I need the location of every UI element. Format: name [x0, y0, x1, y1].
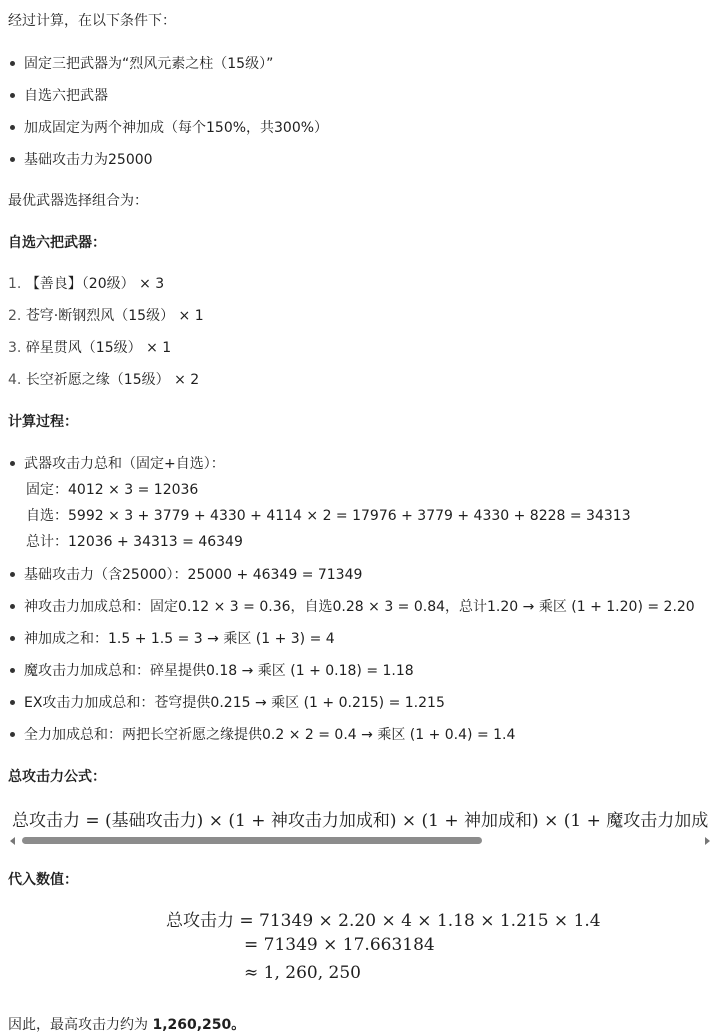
bullet-icon: [10, 732, 15, 737]
scroll-left-icon[interactable]: [10, 837, 15, 845]
equation-line: ≈ 1, 260, 250: [244, 963, 361, 983]
conclusion-text: 因此，最高攻击力约为 1,260,250。: [8, 1017, 246, 1033]
calc-chosen: 自选：5992 × 3 + 3779 + 4330 + 4114 × 2 = 17976 + 3779 + 4330 + 8228 = 34313: [26, 508, 631, 524]
optimal-intro: 最优武器选择组合为：: [8, 193, 148, 209]
weapon-item: 3. 碎星贯风（15级） × 1: [8, 340, 172, 356]
condition-item: 加成固定为两个神加成（每个150%，共300%）: [8, 117, 328, 137]
calc-fixed: 固定：4012 × 3 = 12036: [26, 482, 199, 498]
scroll-right-icon[interactable]: [705, 837, 710, 845]
selected-weapons-heading: 自选六把武器：: [8, 235, 106, 251]
calc-heading: 计算过程：: [8, 414, 78, 430]
calc-item: 基础攻击力（含25000）：25000 + 46349 = 71349: [8, 564, 362, 584]
bullet-icon: [10, 668, 15, 673]
scrollbar-thumb[interactable]: [22, 837, 482, 844]
calc-item: 全力加成总和：两把长空祈愿之缘提供0.2 × 2 = 0.4 → 乘区 (1 + 0.4) = 1.4: [8, 724, 515, 744]
weapon-item: 2. 苍穹·断钢烈风（15级） × 1: [8, 308, 204, 324]
condition-item: 基础攻击力为25000: [8, 149, 153, 169]
calc-item: 魔攻击力加成总和：碎星提供0.18 → 乘区 (1 + 0.18) = 1.18: [8, 660, 414, 680]
calc-item: 神加成之和：1.5 + 1.5 = 3 → 乘区 (1 + 3) = 4: [8, 628, 335, 648]
bullet-icon: [10, 157, 15, 162]
calc-item: 神攻击力加成总和：固定0.12 × 3 = 0.36，自选0.28 × 3 = 0.84，总计1.20 → 乘区 (1 + 1.20) = 2.20: [8, 596, 695, 616]
horizontal-scrollbar[interactable]: [0, 836, 720, 846]
bullet-icon: [10, 604, 15, 609]
bullet-icon: [10, 700, 15, 705]
bullet-icon: [10, 61, 15, 66]
bullet-icon: [10, 93, 15, 98]
equation-line: = 71349 × 17.663184: [244, 935, 435, 955]
max-attack-value: 1,260,250。: [152, 1017, 246, 1033]
formula-math: 总攻击力 = (基础攻击力) × (1 + 神攻击力加成和) × (1 + 神加成和) × (1 + 魔攻击力加成: [12, 811, 709, 831]
equation-line: 总攻击力 = 71349 × 2.20 × 4 × 1.18 × 1.215 × 1.4: [166, 911, 601, 931]
calc-item: EX攻击力加成总和：苍穹提供0.215 → 乘区 (1 + 0.215) = 1.215: [8, 692, 445, 712]
weapon-item: 4. 长空祈愿之缘（15级） × 2: [8, 372, 200, 388]
calc-total: 总计：12036 + 34313 = 46349: [26, 534, 243, 550]
bullet-icon: [10, 461, 15, 466]
calc-item-weapon-total: 武器攻击力总和（固定+自选）：: [8, 453, 225, 473]
substitute-heading: 代入数值：: [8, 872, 78, 888]
formula-heading: 总攻击力公式：: [8, 769, 106, 785]
condition-item: 固定三把武器为“烈风元素之柱（15级）”: [8, 53, 273, 73]
bullet-icon: [10, 125, 15, 130]
weapon-item: 1. 【善良】（20级） × 3: [8, 276, 165, 292]
condition-item: 自选六把武器: [8, 85, 108, 105]
bullet-icon: [10, 572, 15, 577]
bullet-icon: [10, 636, 15, 641]
intro-text: 经过计算，在以下条件下：: [8, 13, 176, 29]
